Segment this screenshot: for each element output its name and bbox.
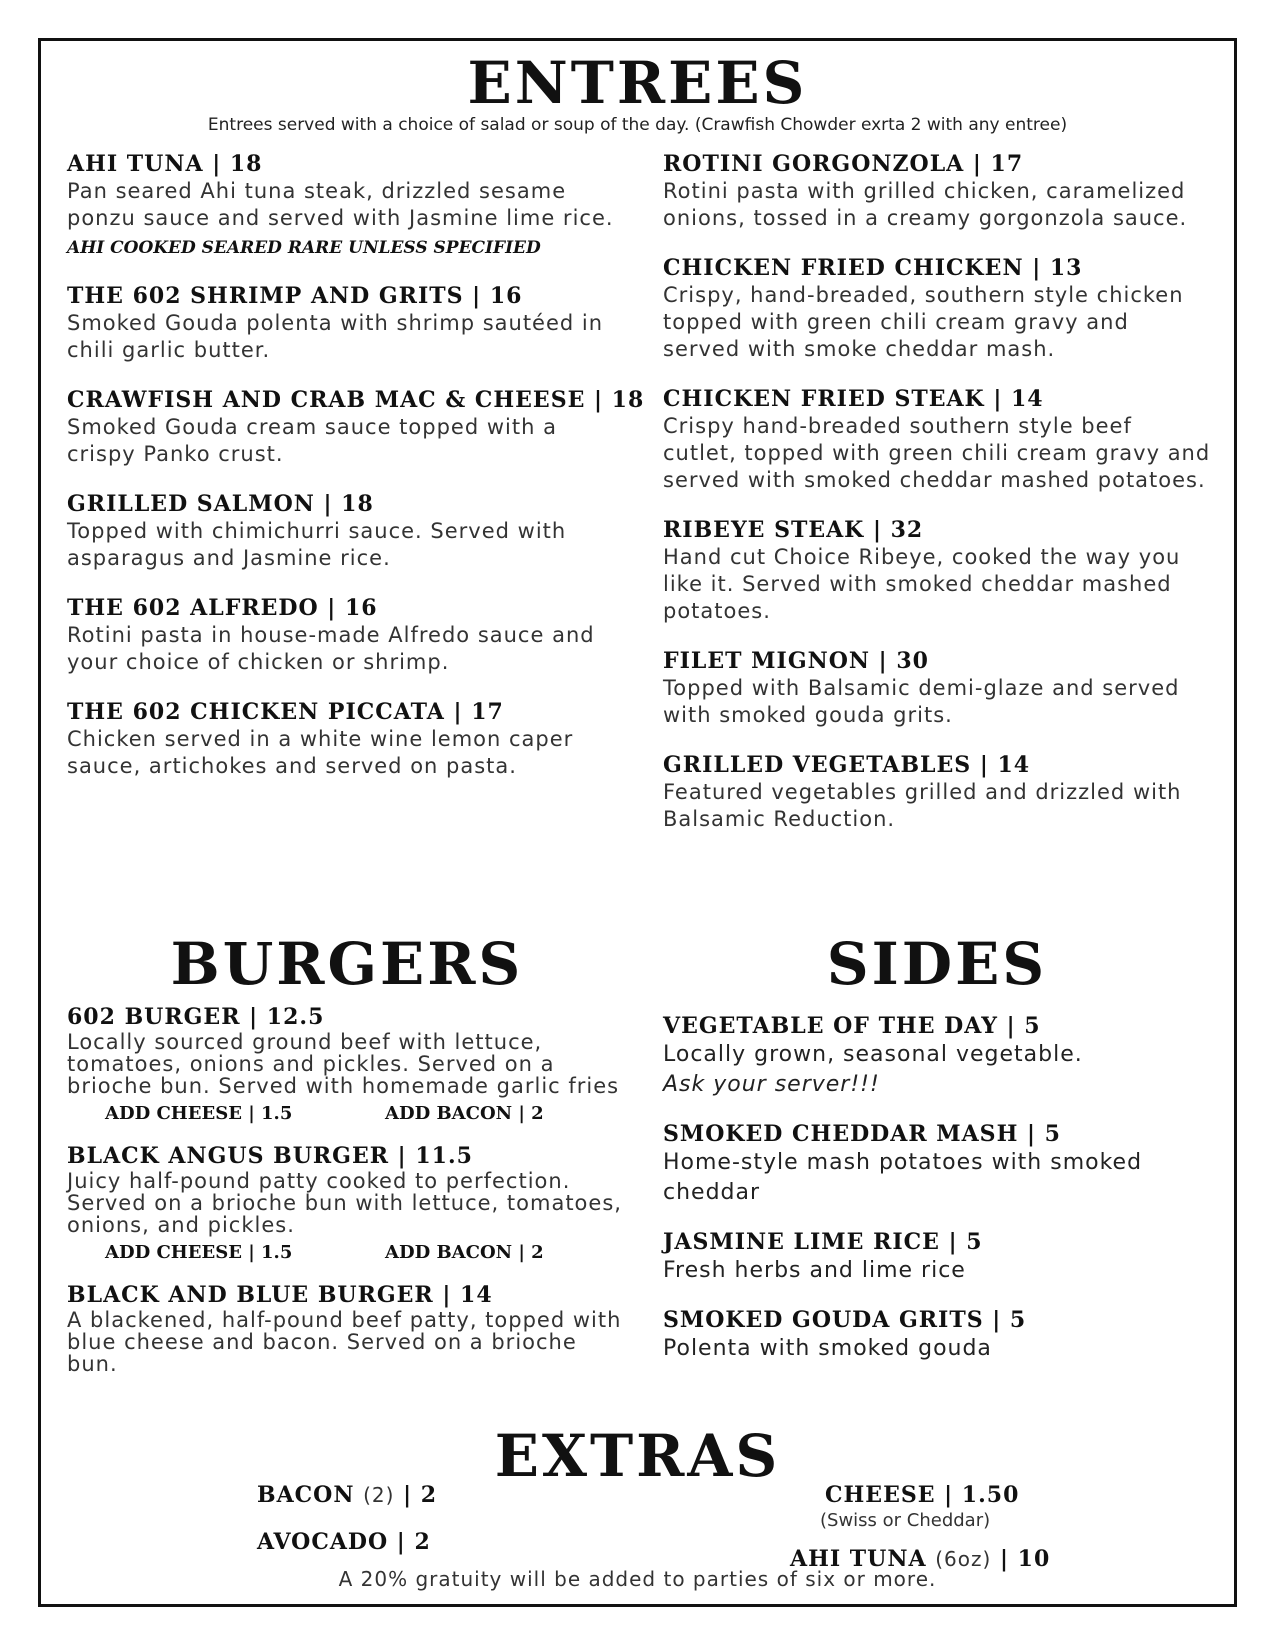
extra-cheese-note: (Swiss or Cheddar) [820,1510,991,1531]
item-title: ROTINI GORGONZOLA | 17 [663,151,1024,177]
item-title: FILET MIGNON | 30 [663,648,929,674]
menu-item [663,385,1211,494]
item-description: Polenta with smoked gouda [663,1336,992,1361]
menu-item [663,1228,1211,1286]
menu-item [67,698,627,780]
menu-item [67,150,627,260]
menu-item [663,150,1211,232]
item-description: Fresh herbs and lime rice [663,1258,966,1283]
item-description: Chicken served in a white wine lemon caper sauce, artichokes and served on pasta. [67,727,574,778]
menu-item [663,647,1211,729]
add-cheese-option: ADD CHEESE | 1.5 [105,1242,293,1263]
menu-item [67,282,627,364]
item-description: Featured vegetables grilled and drizzled with Balsamic Reduction. [663,780,1182,831]
item-title: AHI TUNA | 18 [67,151,263,177]
menu-item [67,1281,627,1375]
sides-heading: SIDES [826,930,1048,998]
item-description: Juicy half-pound patty cooked to perfection. Served on a brioche bun with lettuce, tomatoes, onions, and pickles. [67,1169,622,1237]
menu-item [67,386,645,468]
item-description: Rotini pasta with grilled chicken, caramelized onions, tossed in a creamy gorgonzola sauce. [663,179,1188,230]
extra-avocado [257,1529,431,1555]
entrees-subtitle: Entrees served with a choice of salad or soup of the day. (Crawfish Chowder exrta 2 with any entree) [207,115,1068,135]
extra-name: BACON [257,1482,355,1508]
item-description: Rotini pasta in house-made Alfredo sauce and your choice of chicken or shrimp. [67,623,595,674]
extra-quantity: (6oz) [935,1547,992,1571]
burgers-heading: BURGERS [170,930,524,998]
item-note: AHI COOKED SEARED RARE UNLESS SPECIFIED [67,238,541,258]
item-title: CHICKEN FRIED STEAK | 14 [663,386,1044,412]
menu-item [663,254,1211,363]
add-cheese-option: ADD CHEESE | 1.5 [105,1103,293,1124]
extra-bacon [257,1482,437,1508]
menu-item [663,516,1211,625]
item-description: Smoked Gouda polenta with shrimp sautéed in chili garlic butter. [67,311,604,362]
gratuity-note: A 20% gratuity will be added to parties of six or more. [338,1567,937,1591]
item-title: CRAWFISH AND CRAB MAC & CHEESE | 18 [67,387,645,413]
item-title: VEGETABLE OF THE DAY | 5 [663,1013,1041,1039]
item-title: BLACK AND BLUE BURGER | 14 [67,1282,493,1308]
entrees-right-column [663,150,1211,855]
extra-quantity: (2) [363,1483,395,1507]
item-description: A blackened, half-pound beef patty, topped with blue cheese and bacon. Served on a brioche bun. [67,1308,622,1376]
item-description: Topped with Balsamic demi-glaze and served with smoked gouda grits. [663,676,1180,727]
item-note: Ask your server!!! [663,1072,880,1097]
item-title: THE 602 ALFREDO | 16 [67,595,378,621]
menu-item [663,1012,1211,1100]
addon-row [67,1103,627,1124]
item-description: Topped with chimichurri sauce. Served with asparagus and Jasmine rice. [67,519,567,570]
add-bacon-option: ADD BACON | 2 [385,1242,544,1263]
item-title: RIBEYE STEAK | 32 [663,517,924,543]
add-bacon-option: ADD BACON | 2 [385,1103,544,1124]
item-title: BLACK ANGUS BURGER | 11.5 [67,1143,473,1169]
menu-item [67,490,627,572]
entrees-left-column [67,150,645,802]
item-description: Hand cut Choice Ribeye, cooked the way you like it. Served with smoked cheddar mashed potatoes. [663,545,1181,623]
item-description: Locally grown, seasonal vegetable. [663,1042,1083,1067]
item-title: GRILLED SALMON | 18 [67,491,374,517]
item-description: Home-style mash potatoes with smoked cheddar [663,1150,1143,1205]
extra-name: AHI TUNA [790,1546,927,1572]
item-title: SMOKED GOUDA GRITS | 5 [663,1307,1027,1333]
item-title: 602 BURGER | 12.5 [67,1004,325,1030]
entrees-heading: ENTREES [467,49,808,117]
item-title: CHICKEN FRIED CHICKEN | 13 [663,255,1083,281]
extra-name: CHEESE | 1.50 [825,1482,1020,1508]
addon-row [67,1242,627,1263]
extra-name: AVOCADO | 2 [257,1529,431,1555]
item-description: Crispy, hand-breaded, southern style chicken topped with green chili cream gravy and served with smoke cheddar mash. [663,283,1184,361]
extra-price: | 10 [999,1546,1051,1572]
sides-column [663,1012,1211,1386]
item-title: SMOKED CHEDDAR MASH | 5 [663,1121,1061,1147]
extra-price: | 2 [403,1482,438,1508]
menu-item [67,594,627,676]
menu-item [67,1142,627,1263]
item-description: Smoked Gouda cream sauce topped with a crispy Panko crust. [67,415,557,466]
burgers-column [67,1003,627,1397]
menu-item [663,751,1211,833]
item-description: Pan seared Ahi tuna steak, drizzled sesame ponzu sauce and served with Jasmine lime rice. [67,179,614,230]
extra-cheese [825,1482,1019,1508]
item-title: JASMINE LIME RICE | 5 [663,1229,983,1255]
item-title: GRILLED VEGETABLES | 14 [663,752,1031,778]
menu-item [67,1003,627,1124]
item-description: Locally sourced ground beef with lettuce, tomatoes, onions and pickles. Served on a brioche bun. Served with homemade garlic fries [67,1030,620,1098]
item-description: Crispy hand-breaded southern style beef cutlet, topped with green chili cream gravy and served with smoked cheddar mashed potatoes. [663,414,1211,492]
menu-item [663,1306,1211,1364]
extras-heading: EXTRAS [494,1422,781,1490]
item-title: THE 602 SHRIMP AND GRITS | 16 [67,283,523,309]
menu-item [663,1120,1211,1208]
item-title: THE 602 CHICKEN PICCATA | 17 [67,699,504,725]
